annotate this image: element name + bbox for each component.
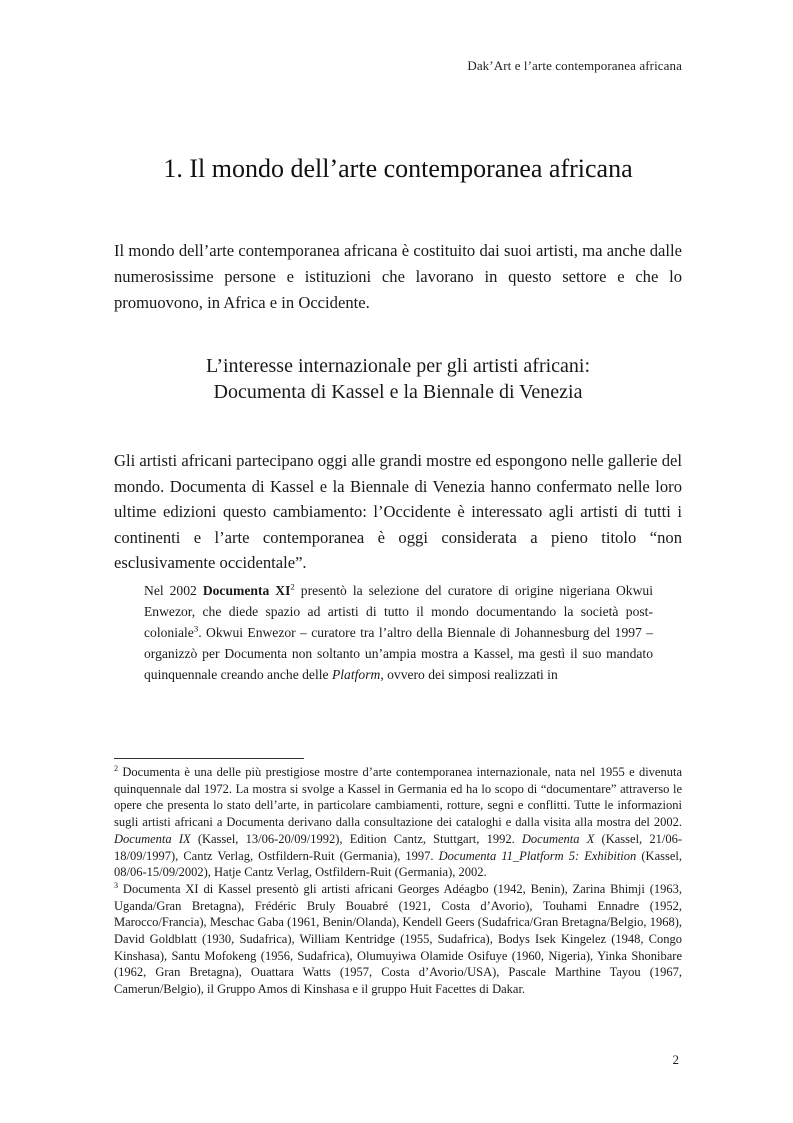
footnote-2-title-3: Documenta 11_Platform 5: Exhibition xyxy=(438,848,637,863)
intro-paragraph: Il mondo dell’arte contemporanea africana è costituito dai suoi artisti, ma anche dalle numerosissime persone e istituzioni che lavorano in questo settore e che lo promuovono, in Africa e in Occidente. xyxy=(114,241,682,312)
block-quote xyxy=(144,580,653,685)
footnote-2-text-2: (Kassel, 13/06-20/09/1992), Edition Cantz, Stuttgart, 1992. xyxy=(190,831,522,846)
footnote-2-title-1: Documenta IX xyxy=(114,831,191,846)
footnote-2-title-2: Documenta X xyxy=(521,831,595,846)
section-title-line-2: Documenta di Kassel e la Biennale di Venezia xyxy=(213,381,583,403)
quote-text-2: presentò la selezione del curatore di origine nigeriana Okwui Enwezor, che diede spazio ad artisti di tutto il mondo documentando la società post-coloniale xyxy=(144,583,653,640)
quote-text-1: Nel 2002 xyxy=(144,583,203,598)
section-title xyxy=(114,353,682,405)
footnote-ref-2[interactable]: 2 xyxy=(290,581,295,592)
page-number: 2 xyxy=(672,1052,679,1067)
footnote-3 xyxy=(114,881,682,998)
section-title-line-1: L’interesse internazionale per gli artisti africani: xyxy=(205,355,591,377)
quote-platform-term: Platform xyxy=(331,667,381,682)
footnote-2 xyxy=(114,764,682,881)
footnote-2-text-1: Documenta è una delle più prestigiose mostre d’arte contemporanea internazionale, nata nel 1955 e divenuta quinquennale dal 1972. La mostra si svolge a Kassel in Germania ed ha lo scopo di “documentare” attraverso le opere che presenta lo stato dell’arte, in particolare cambiamenti, rotture, segni e conflitti. Tutte le informazioni sugli artisti africani a Documenta derivano dalla consultazione dei cataloghi e dalla visita alla mostra del 2002. xyxy=(114,765,682,830)
footnote-2-marker: 2 xyxy=(114,763,119,773)
chapter-title: 1. Il mondo dell’arte contemporanea africana xyxy=(163,154,633,183)
footnote-ref-3[interactable]: 3 xyxy=(193,623,199,634)
quote-text-4: , ovvero dei simposi realizzati in xyxy=(380,667,558,682)
footnote-3-text: Documenta XI di Kassel presentò gli artisti africani Georges Adéagbo (1942, Benin), Zarina Bhimji (1963, Uganda/Gran Bretagna), Frédéric Bruly Bouabré (1921, Costa d’Avorio), Touhami Ennadre (1952, Marocco/Francia), Meschac Gaba (1961, Benin/Olanda), Kendell Geers (Sudafrica/Gran Bretagna/Belgio, 1968), David Goldblatt (1930, Sudafrica), William Kentridge (1955, Sudafrica), Bodys Isek Kingelez (1948, Congo Kinshasa), Santu Mofokeng (1956, Sudafrica), Olumuyiwa Olamide Osifuye (1960, Nigeria), Yinka Shonibare (1962, Gran Bretagna), Ouattara Watts (1957, Costa d’Avorio/USA), Pascale Marthine Tayou (1967, Camerun/Belgio), il Gruppo Amos di Kinshasa e il gruppo Huit Facettes di Dakar. xyxy=(114,881,682,997)
footnote-separator xyxy=(114,758,304,759)
body-paragraph: Gli artisti africani partecipano oggi alle grandi mostre ed espongono nelle gallerie del mondo. Documenta di Kassel e la Biennale di Venezia hanno confermato nelle loro ultime edizioni questo cambiamento: l’Occidente è interessato agli artisti di tutti i continenti e l’arte contemporanea è oggi considerata a pieno titolo “non esclusivamente occidentale”. xyxy=(114,451,682,572)
footnotes xyxy=(114,764,682,998)
quote-text-3: . Okwui Enwezor – curatore tra l’altro della Biennale di Johannesburg del 1997 – organizzò per Documenta non soltanto un’ampia mostra a Kassel, ma gestì il suo mandato quinquennale creando anche delle xyxy=(144,625,653,682)
running-header: Dak’Art e l’arte contemporanea africana xyxy=(467,58,682,73)
quote-documenta-name: Documenta XI xyxy=(202,583,291,598)
footnote-3-marker: 3 xyxy=(114,880,119,890)
footnote-2-text-3: (Kassel, 21/06-18/09/1997), Cantz Verlag, Ostfildern-Ruit (Germania), 1997. xyxy=(114,831,683,863)
footnote-2-text-4: (Kassel, 08/06-15/09/2002), Hatje Cantz Verlag, Ostfildern-Ruit (Germania), 2002. xyxy=(114,848,682,880)
